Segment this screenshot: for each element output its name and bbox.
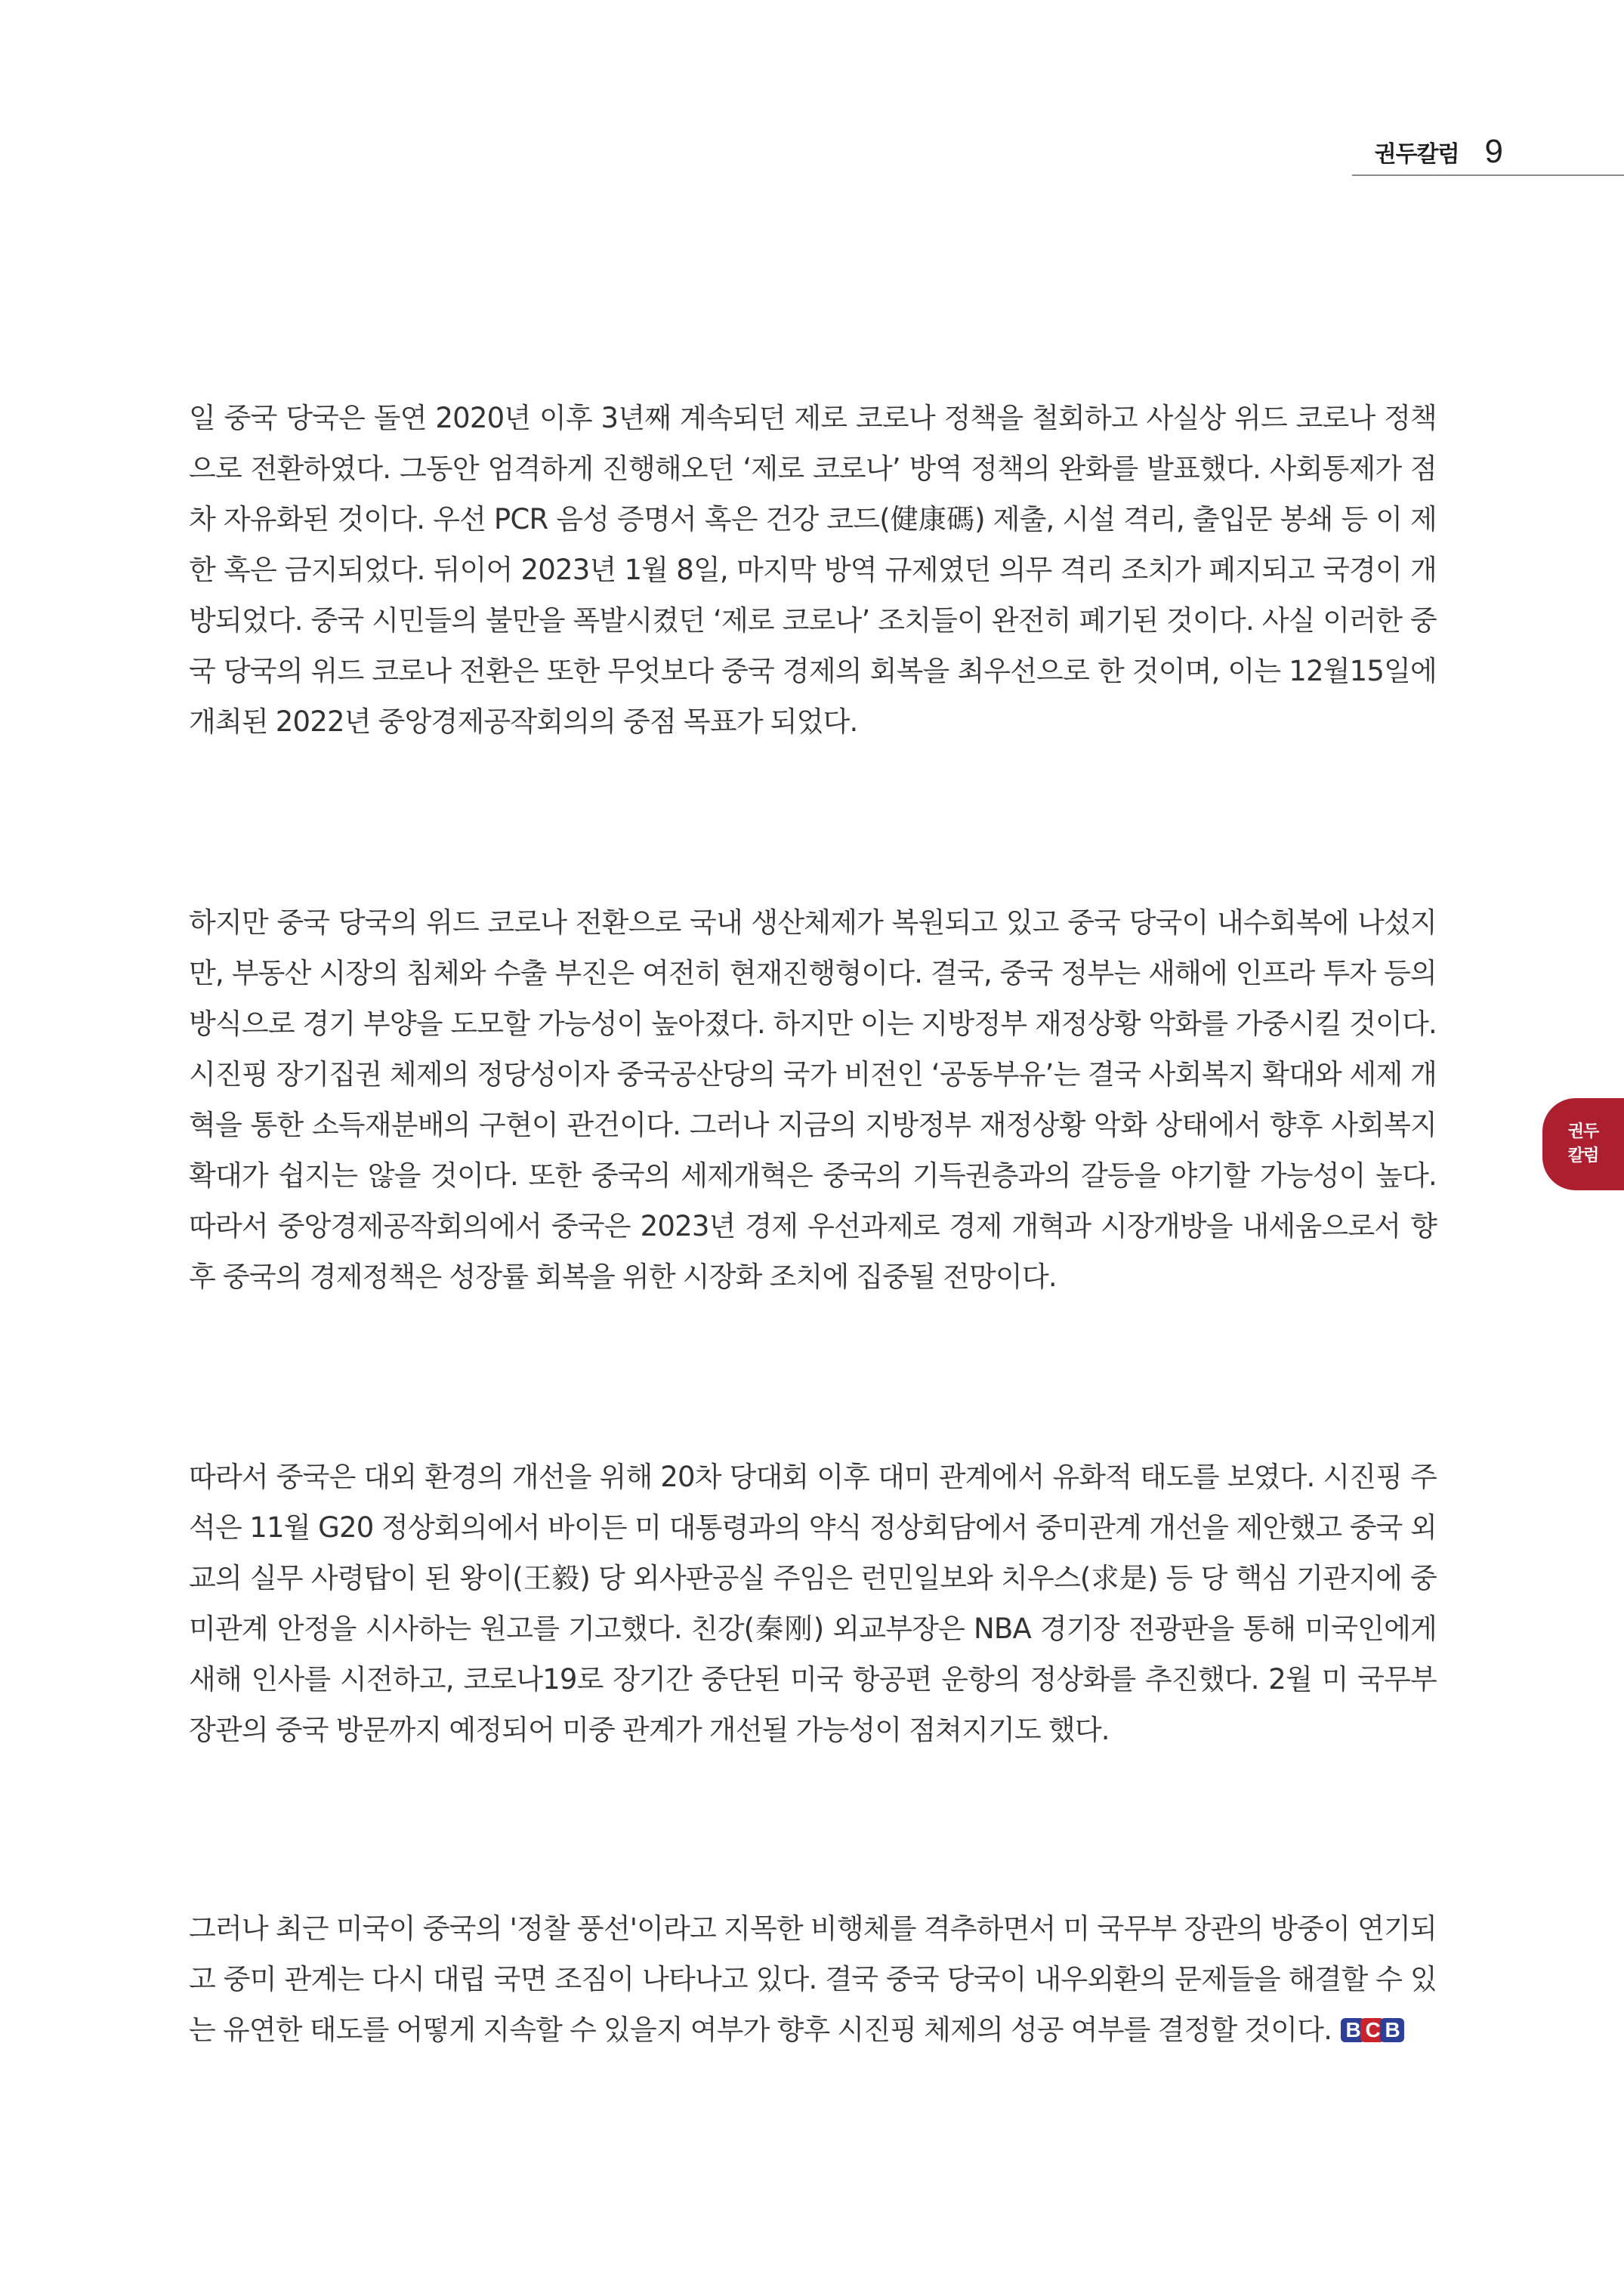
page-number: 9 [1484, 133, 1503, 170]
paragraph-3: 따라서 중국은 대외 환경의 개선을 위해 20차 당대회 이후 대미 관계에서 유화적 태도를 보였다. 시진핑 주석은 11월 G20 정상회의에서 바이든 미 대통령과의 약식 정상회담에서 중미관계 개선을 제안했고 중국 외교의 실무 사령탑이 된 왕이(王毅) 당 외사판공실 주임은 런민일보와 치우스(求是) 등 당 핵심 기관지에 중미관계 안정을 시사하는 원고를 기고했다. 친강(秦刚) 외교부장은 NBA 경기장 전광판을 통해 미국인에게 새해 인사를 시전하고, 코로나19로 장기간 중단된 미국 항공편 운항의 정상화를 추진했다. 2월 미 국무부 장관의 중국 방문까지 예정되어 미중 관계가 개선될 가능성이 점쳐지기도 했다. [189, 1461, 1437, 1746]
side-tab-label: 권두 칼럼 [1567, 1122, 1599, 1165]
end-mark-logo [1341, 2017, 1407, 2044]
page-header [1375, 127, 1624, 177]
header-divider [1352, 174, 1624, 176]
paragraph-2: 하지만 중국 당국의 위드 코로나 전환으로 국내 생산체제가 복원되고 있고 중국 당국이 내수회복에 나섰지만, 부동산 시장의 침체와 수출 부진은 여전히 현재진행형이다. 결국, 중국 정부는 새해에 인프라 투자 등의 방식으로 경기 부양을 도모할 가능성이 높아졌다. 하지만 이는 지방정부 재정상황 악화를 가중시킬 것이다. 시진핑 장기집권 체제의 정당성이자 중국공산당의 국가 비전인 ‘공동부유’는 결국 사회복지 확대와 세제 개혁을 통한 소득재분배의 구현이 관건이다. 그러나 지금의 지방정부 재정상황 악화 상태에서 향후 사회복지 확대가 쉽지는 않을 것이다. 또한 중국의 세제개혁은 중국의 기득권층과의 갈등을 야기할 가능성이 높다. 따라서 중앙경제공작회의에서 중국은 2023년 경제 우선과제로 경제 개혁과 시장개방을 내세움으로서 향후 중국의 경제정책은 성장률 회복을 위한 시장화 조치에 집중될 전망이다. [189, 906, 1437, 1293]
section-side-tab[interactable] [1542, 1098, 1624, 1190]
logo-letter-1: B [1341, 2018, 1365, 2042]
paragraph-1: 일 중국 당국은 돌연 2020년 이후 3년째 계속되던 제로 코로나 정책을 철회하고 사실상 위드 코로나 정책으로 전환하였다. 그동안 엄격하게 진행해오던 ‘제로 코로나’ 방역 정책의 완화를 발표했다. 사회통제가 점차 자유화된 것이다. 우선 PCR 음성 증명서 혹은 건강 코드(健康碼) 제출, 시설 격리, 출입문 봉쇄 등 이 제한 혹은 금지되었다. 뒤이어 2023년 1월 8일, 마지막 방역 규제였던 의무 격리 조치가 폐지되고 국경이 개방되었다. 중국 시민들의 불만을 폭발시켰던 ‘제로 코로나’ 조치들이 완전히 폐기된 것이다. 사실 이러한 중국 당국의 위드 코로나 전환은 또한 무엇보다 중국 경제의 회복을 최우선으로 한 것이며, 이는 12월15일에 개최된 2022년 중앙경제공작회의의 중점 목표가 되었다. [189, 402, 1437, 738]
section-title: 권두칼럼 [1374, 141, 1459, 168]
paragraph-4 [189, 1903, 1437, 2055]
logo-letter-3: B [1380, 2018, 1404, 2042]
paragraph-4-text: 그러나 최근 미국이 중국의 '정찰 풍선'이라고 지목한 비행체를 격추하면서 미 국무부 장관의 방중이 연기되고 중미 관계는 다시 대립 국면 조짐이 나타나고 있다. 결국 중국 당국이 내우외환의 문제들을 해결할 수 있는 유연한 태도를 어떻게 지속할 수 있을지 여부가 향후 시진핑 체제의 성공 여부를 결정할 것이다. [189, 1912, 1437, 2046]
logo-letter-2: C [1360, 2018, 1385, 2042]
